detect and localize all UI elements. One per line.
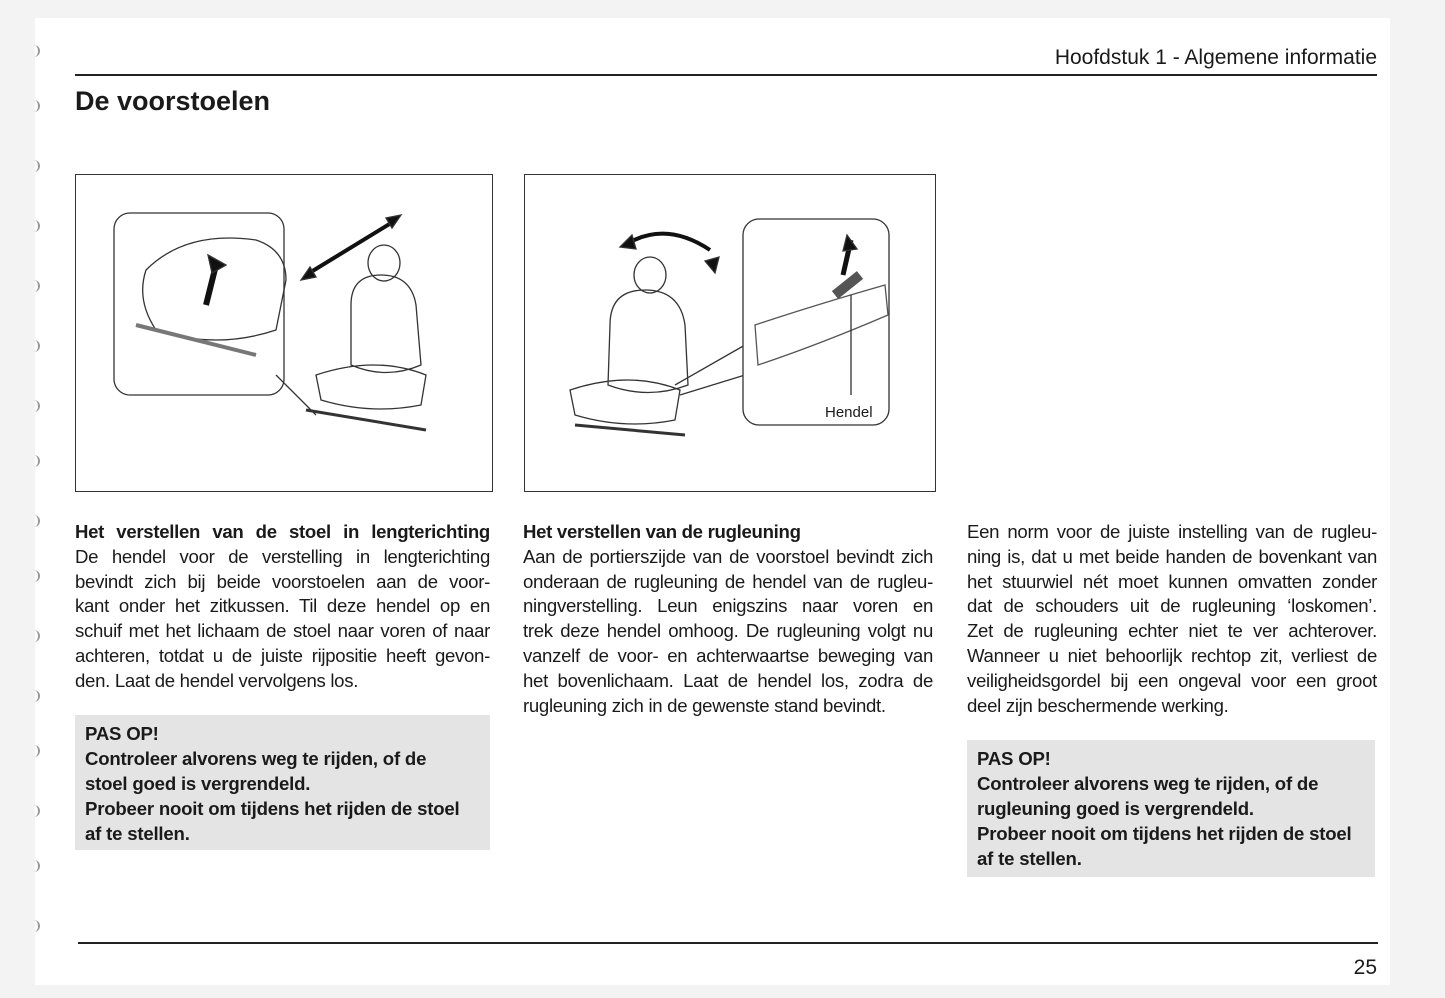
- body-line: ningverstelling. Leun enigszins naar voren en: [523, 595, 933, 617]
- warning-line: rugleuning goed is vergrendeld.: [977, 798, 1254, 819]
- body-line: De hendel voor de verstelling in lengterichting: [75, 545, 490, 567]
- body-line: deel zijn beschermende werking.: [967, 694, 1229, 716]
- footer-rule: [78, 942, 1378, 944]
- chapter-header: Hoofdstuk 1 - Algemene informatie: [1054, 46, 1377, 69]
- body-line: onderaan de rugleuning de hendel van de rugleu-: [523, 570, 933, 592]
- body-line: vanzelf de voor- en achterwaartse beweging van: [523, 644, 933, 666]
- warning-line: Probeer nooit om tijdens het rijden de stoel: [85, 798, 460, 819]
- body-line: achteren, totdat u de juiste rijpositie heeft gevon-: [75, 644, 490, 666]
- body-line: Zet de rugleuning echter niet te ver achterover.: [967, 620, 1377, 642]
- body-line: het stuurwiel nét moet kunnen omvatten zonder: [967, 570, 1377, 592]
- section-heading: Het verstellen van de rugleuning: [523, 521, 801, 542]
- column-backrest-adjust: [523, 520, 933, 718]
- body-line: bevindt zich bij beide voorstoelen aan de voor-: [75, 570, 490, 592]
- body-line: den. Laat de hendel vervolgens los.: [75, 669, 359, 691]
- warning-line: stoel goed is vergrendeld.: [85, 773, 311, 794]
- page-number: 25: [1353, 956, 1377, 979]
- body-line: schuif met het lichaam de stoel naar voren of naar: [75, 620, 490, 642]
- body-line: Een norm voor de juiste instelling van de rugleu-: [967, 521, 1377, 542]
- figure-backrest-adjust: [524, 174, 936, 492]
- body-line: trek deze hendel omhoog. De rugleuning volgt nu: [523, 620, 933, 642]
- header-rule: [75, 74, 1377, 76]
- warning-title: PAS OP!: [85, 723, 159, 744]
- body-line: Wanneer u niet behoorlijk rechtop zit, verliest de: [967, 644, 1377, 666]
- warning-box: [967, 740, 1375, 877]
- body-line: het bovenlichaam. Laat de hendel los, zodra de: [523, 669, 933, 691]
- body-line: dat de schouders uit de rugleuning ‘loskomen’.: [967, 595, 1377, 617]
- body-line: rugleuning zich in de gewenste stand bevindt.: [523, 694, 886, 716]
- body-line: veiligheidsgordel bij een ongeval voor een groot: [967, 669, 1377, 691]
- hendel-label: Hendel: [825, 404, 873, 421]
- body-line: kant onder het zitkussen. Til deze hendel op en: [75, 595, 490, 617]
- figure-seat-slide: [75, 174, 493, 492]
- warning-line: af te stellen.: [977, 848, 1082, 869]
- column-backrest-norm: [967, 520, 1377, 718]
- body-line: Aan de portierszijde van de voorstoel bevindt zich: [523, 545, 933, 567]
- warning-title: PAS OP!: [977, 748, 1051, 769]
- warning-line: Controleer alvorens weg te rijden, of de: [85, 748, 427, 769]
- section-heading: Het verstellen van de stoel in lengterichting: [75, 521, 490, 542]
- body-line: ning is, dat u met beide handen de bovenkant van: [967, 545, 1377, 567]
- page-title: De voorstoelen: [75, 86, 271, 116]
- warning-line: Probeer nooit om tijdens het rijden de stoel: [977, 823, 1352, 844]
- warning-line: af te stellen.: [85, 823, 190, 844]
- column-length-adjust: [75, 520, 490, 694]
- warning-line: Controleer alvorens weg te rijden, of de: [977, 773, 1319, 794]
- warning-box: [75, 715, 490, 850]
